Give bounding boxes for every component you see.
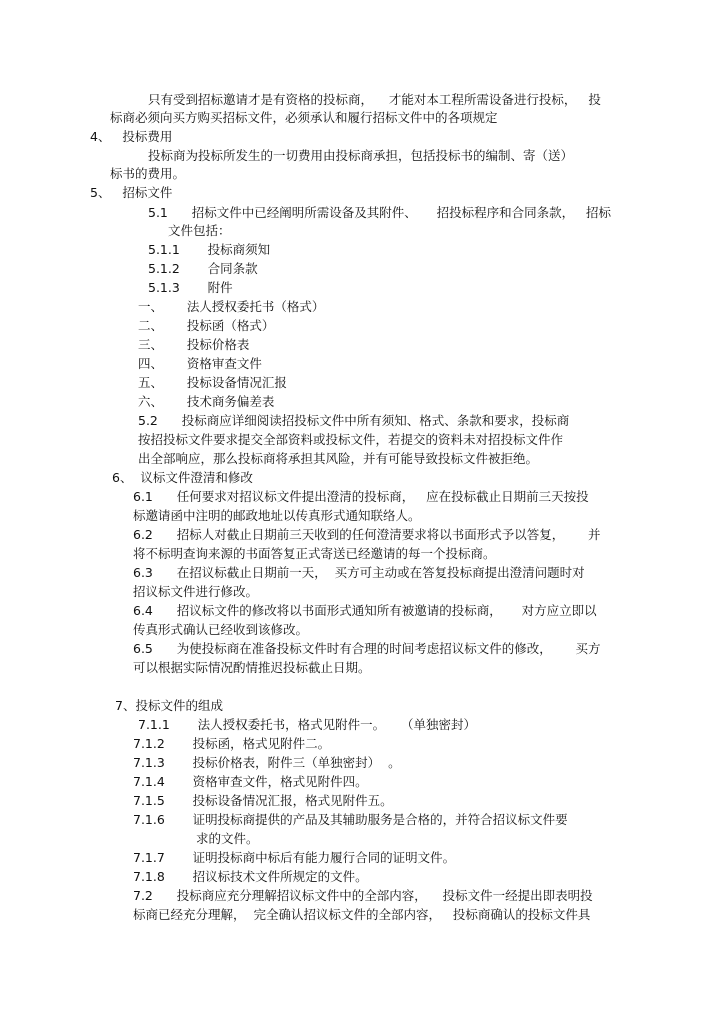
- text-line: 5.2 投标商应详细阅读招投标文件中所有须知、格式、条款和要求，投标商: [138, 413, 570, 428]
- section-heading: 6、 议标文件澄清和修改: [112, 470, 253, 485]
- text-line: 标书的费用。: [110, 166, 186, 181]
- list-item: 7.1.5 投标设备情况汇报，格式见附件五。: [133, 793, 393, 808]
- text-line: 将不标明查询来源的书面答复正式寄送已经邀请的每一个投标商。: [133, 546, 496, 561]
- text-line: 标邀请函中注明的邮政地址以传真形式通知联络人。: [133, 508, 421, 523]
- list-item: 四、 资格审查文件: [138, 356, 262, 371]
- section-heading: 5、 招标文件: [90, 185, 173, 200]
- list-item: 三、 投标价格表: [138, 337, 250, 352]
- list-item: 5.1.2 合同条款: [148, 261, 258, 276]
- section-heading: 4、 投标费用: [90, 129, 173, 144]
- list-item: 五、 投标设备情况汇报: [138, 375, 287, 390]
- list-item: 六、 技术商务偏差表: [138, 394, 275, 409]
- list-item: 7.1.3 投标价格表，附件三（单独密封） 。: [133, 755, 401, 770]
- list-item: 一、 法人授权委托书（格式）: [138, 299, 325, 314]
- list-item: 7.1.6 证明投标商提供的产品及其辅助服务是合格的，并符合招议标文件要: [133, 812, 568, 827]
- list-item: 7.1.8 招议标技术文件所规定的文件。: [133, 869, 368, 884]
- text-line: 6.1 任何要求对招议标文件提出澄清的投标商， 应在投标截止日期前三天按投: [133, 489, 589, 504]
- text-line: 6.5 为使投标商在准备投标文件时有合理的时间考虑招议标文件的修改， 买方: [133, 641, 601, 656]
- text-line: 招议标文件进行修改。: [133, 584, 259, 599]
- text-line: 投标商为投标所发生的一切费用由投标商承担，包括投标书的编制、寄（送）: [148, 148, 574, 163]
- text-line: 只有受到招标邀请才是有资格的投标商， 才能对本工程所需设备进行投标， 投: [148, 92, 601, 107]
- text-line: 标商必须向买方购买招标文件，必须承认和履行招标文件中的各项规定: [110, 110, 498, 125]
- text-line: 标商已经充分理解， 完全确认招议标文件的全部内容， 投标商确认的投标文件具: [133, 907, 591, 922]
- list-item: 5.1.3 附件: [148, 280, 233, 295]
- text-line: 文件包括：: [168, 223, 231, 238]
- text-line: 6.3 在招议标截止日期前一天， 买方可主动或在答复投标商提出澄清问题时对: [133, 565, 585, 580]
- list-item: 5.1.1 投标商须知: [148, 242, 271, 257]
- text-line: 出全部响应，那么投标商将承担其风险，并有可能导致投标文件被拒绝。: [138, 451, 539, 466]
- text-line: 可以根据实际情况酌情推迟投标截止日期。: [133, 660, 371, 675]
- text-line: 5.1 招标文件中已经阐明所需设备及其附件、 招投标程序和合同条款， 招标: [148, 205, 612, 220]
- list-item: 7.1.2 投标函，格式见附件二。: [133, 736, 331, 751]
- section-heading: 7、投标文件的组成: [115, 698, 223, 713]
- text-line: 6.2 招标人对截止日期前三天收到的任何澄清要求将以书面形式予以答复， 并: [133, 527, 601, 542]
- text-line: 传真形式确认已经收到该修改。: [133, 622, 309, 637]
- list-item: 求的文件。: [196, 831, 259, 846]
- text-line: 按招投标文件要求提交全部资料或投标文件，若提交的资料未对招投标文件作: [138, 432, 564, 447]
- list-item: 7.1.1 法人授权委托书，格式见附件一。 （单独密封）: [138, 717, 477, 732]
- text-line: 7.2 投标商应充分理解招议标文件中的全部内容， 投标文件一经提出即表明投: [133, 888, 593, 903]
- list-item: 7.1.4 资格审查文件，格式见附件四。: [133, 774, 368, 789]
- text-line: 6.4 招议标文件的修改将以书面形式通知所有被邀请的投标商， 对方应立即以: [133, 603, 597, 618]
- list-item: 7.1.7 证明投标商中标后有能力履行合同的证明文件。: [133, 850, 456, 865]
- list-item: 二、 投标函（格式）: [138, 318, 275, 333]
